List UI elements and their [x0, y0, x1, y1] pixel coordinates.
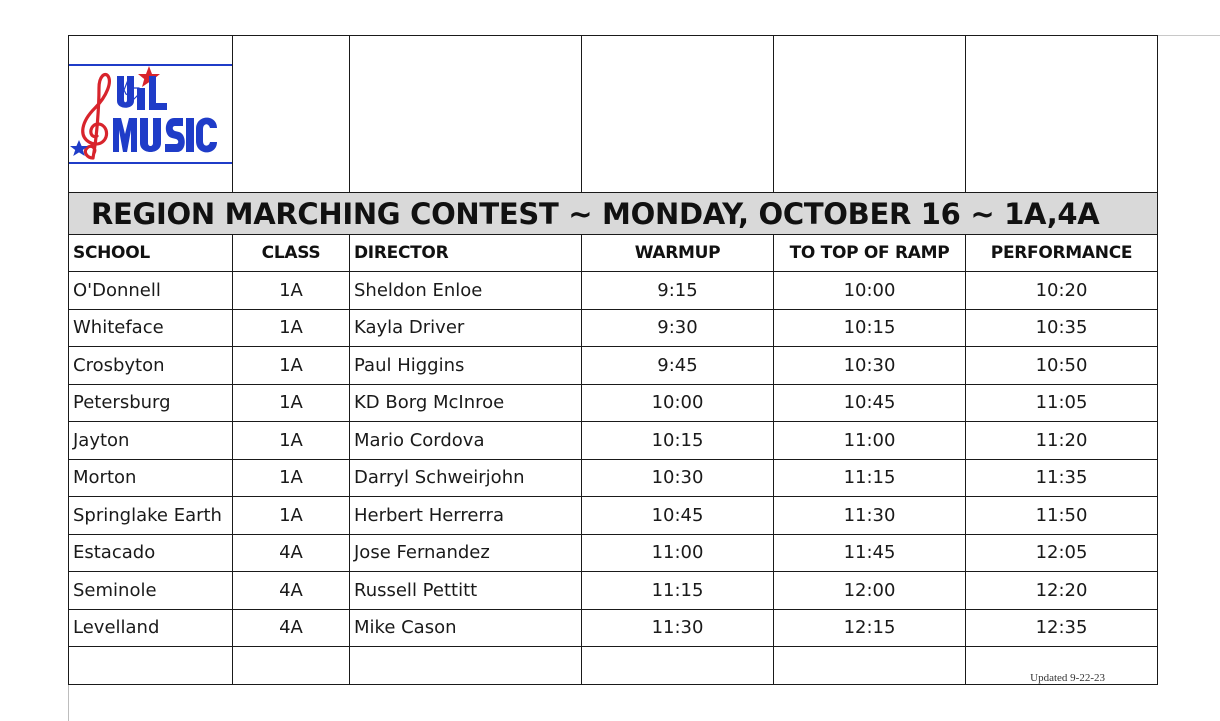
- updated-note-cell: [966, 647, 1158, 685]
- cell-class: 1A: [233, 309, 350, 347]
- cell-warmup: 11:30: [582, 609, 774, 647]
- logo-row-empty-cell: [774, 36, 966, 193]
- uil-letters: [117, 76, 167, 110]
- schedule-sheet: [68, 35, 1157, 686]
- table-row: [69, 384, 1158, 422]
- cell-top-of-ramp: 12:15: [774, 609, 966, 647]
- cell-school: O'Donnell: [69, 272, 233, 310]
- logo-row-empty-cell: [582, 36, 774, 193]
- cell-performance: 12:20: [966, 572, 1158, 610]
- column-header-director: DIRECTOR: [350, 235, 582, 272]
- cell-school: Crosbyton: [69, 347, 233, 385]
- table-row: [69, 422, 1158, 460]
- page-edge-left: [68, 685, 69, 721]
- uil-music-logo: [69, 64, 233, 164]
- logo-row: [69, 36, 1158, 193]
- cell-director: Darryl Schweirjohn: [350, 459, 582, 497]
- column-header-performance: PERFORMANCE: [966, 235, 1158, 272]
- cell-director: Jose Fernandez: [350, 534, 582, 572]
- cell-director: Mario Cordova: [350, 422, 582, 460]
- cell-director: Mike Cason: [350, 609, 582, 647]
- cell-school: Springlake Earth: [69, 497, 233, 535]
- logo-cell: [69, 36, 233, 193]
- footer-empty-cell: [774, 647, 966, 685]
- table-row: [69, 347, 1158, 385]
- cell-top-of-ramp: 11:00: [774, 422, 966, 460]
- contest-title: REGION MARCHING CONTEST ~ MONDAY, OCTOBER 16 ~ 1A,4A: [69, 193, 1158, 235]
- cell-warmup: 11:00: [582, 534, 774, 572]
- treble-clef-icon: [83, 75, 110, 159]
- logo-graphic: [69, 66, 233, 162]
- column-header-class: CLASS: [233, 235, 350, 272]
- cell-school: Morton: [69, 459, 233, 497]
- cell-top-of-ramp: 10:45: [774, 384, 966, 422]
- cell-school: Levelland: [69, 609, 233, 647]
- cell-performance: 10:20: [966, 272, 1158, 310]
- cell-warmup: 9:45: [582, 347, 774, 385]
- table-row: [69, 609, 1158, 647]
- column-header-school: SCHOOL: [69, 235, 233, 272]
- cell-top-of-ramp: 11:30: [774, 497, 966, 535]
- cell-class: 1A: [233, 384, 350, 422]
- cell-performance: 12:35: [966, 609, 1158, 647]
- cell-class: 1A: [233, 347, 350, 385]
- cell-top-of-ramp: 11:45: [774, 534, 966, 572]
- cell-director: Herbert Herrerra: [350, 497, 582, 535]
- music-letters: [113, 118, 217, 153]
- cell-director: KD Borg McInroe: [350, 384, 582, 422]
- table-row: [69, 572, 1158, 610]
- cell-director: Kayla Driver: [350, 309, 582, 347]
- table-row: [69, 272, 1158, 310]
- cell-performance: 11:35: [966, 459, 1158, 497]
- cell-school: Seminole: [69, 572, 233, 610]
- schedule-table: [68, 35, 1158, 685]
- table-row: [69, 497, 1158, 535]
- page-edge-top: [1156, 35, 1220, 36]
- column-header-top-of-ramp: TO TOP OF RAMP: [774, 235, 966, 272]
- cell-performance: 10:35: [966, 309, 1158, 347]
- footer-empty-cell: [350, 647, 582, 685]
- cell-top-of-ramp: 10:30: [774, 347, 966, 385]
- cell-class: 4A: [233, 534, 350, 572]
- cell-top-of-ramp: 10:00: [774, 272, 966, 310]
- cell-performance: 11:05: [966, 384, 1158, 422]
- cell-school: Jayton: [69, 422, 233, 460]
- logo-row-empty-cell: [233, 36, 350, 193]
- cell-warmup: 9:30: [582, 309, 774, 347]
- cell-class: 4A: [233, 609, 350, 647]
- cell-class: 1A: [233, 422, 350, 460]
- footer-empty-cell: [233, 647, 350, 685]
- cell-warmup: 11:15: [582, 572, 774, 610]
- cell-school: Estacado: [69, 534, 233, 572]
- cell-class: 1A: [233, 497, 350, 535]
- cell-school: Whiteface: [69, 309, 233, 347]
- footer-empty-cell: [582, 647, 774, 685]
- cell-class: 4A: [233, 572, 350, 610]
- title-row: [69, 193, 1158, 235]
- cell-warmup: 10:00: [582, 384, 774, 422]
- cell-class: 1A: [233, 272, 350, 310]
- logo-row-empty-cell: [966, 36, 1158, 193]
- cell-performance: 11:50: [966, 497, 1158, 535]
- cell-warmup: 10:15: [582, 422, 774, 460]
- footer-row: [69, 647, 1158, 685]
- cell-performance: 12:05: [966, 534, 1158, 572]
- table-row: [69, 534, 1158, 572]
- footer-empty-cell: [69, 647, 233, 685]
- column-header-warmup: WARMUP: [582, 235, 774, 272]
- cell-warmup: 9:15: [582, 272, 774, 310]
- header-row: [69, 235, 1158, 272]
- updated-note: Updated 9-22-23: [1030, 672, 1105, 684]
- cell-performance: 10:50: [966, 347, 1158, 385]
- logo-row-empty-cell: [350, 36, 582, 193]
- cell-school: Petersburg: [69, 384, 233, 422]
- table-row: [69, 309, 1158, 347]
- cell-performance: 11:20: [966, 422, 1158, 460]
- table-row: [69, 459, 1158, 497]
- cell-top-of-ramp: 10:15: [774, 309, 966, 347]
- cell-top-of-ramp: 11:15: [774, 459, 966, 497]
- cell-warmup: 10:30: [582, 459, 774, 497]
- cell-director: Russell Pettitt: [350, 572, 582, 610]
- cell-warmup: 10:45: [582, 497, 774, 535]
- cell-class: 1A: [233, 459, 350, 497]
- cell-director: Sheldon Enloe: [350, 272, 582, 310]
- cell-top-of-ramp: 12:00: [774, 572, 966, 610]
- cell-director: Paul Higgins: [350, 347, 582, 385]
